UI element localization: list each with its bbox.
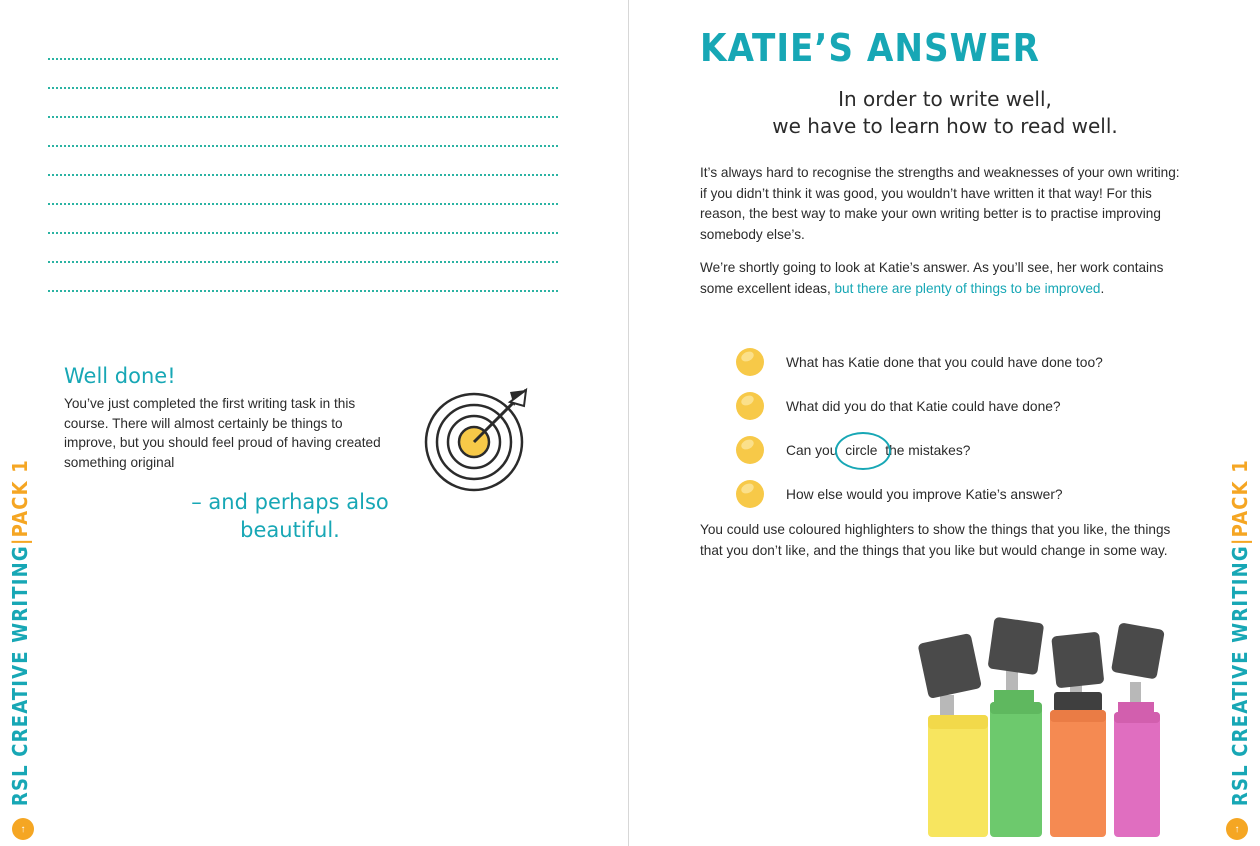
writing-line bbox=[48, 203, 558, 205]
side-tab-pack-label: PACK 1 bbox=[8, 458, 32, 538]
circled-word bbox=[841, 443, 881, 458]
question-list bbox=[736, 340, 1206, 516]
list-item bbox=[736, 472, 1206, 516]
target-icon bbox=[418, 378, 538, 503]
side-tab-main-label: RSL CREATIVE WRITING bbox=[8, 545, 32, 806]
page-title: KATIE’S ANSWER bbox=[700, 26, 1041, 70]
left-page bbox=[0, 0, 628, 846]
right-page bbox=[628, 0, 1260, 846]
paragraph-2 bbox=[700, 258, 1180, 299]
bullet-dot-icon bbox=[736, 436, 764, 464]
writing-line bbox=[48, 145, 558, 147]
question-text: How else would you improve Katie’s answer? bbox=[786, 486, 1063, 502]
writing-line bbox=[48, 261, 558, 263]
paragraph-1: It’s always hard to recognise the strengths and weaknesses of your own writing: if you didn’t think it was good, you wouldn’t have written it that way! For this reason, the best way to make your own writing better is to practise improving somebody else’s. bbox=[700, 165, 1180, 242]
writing-line bbox=[48, 58, 558, 60]
writing-line bbox=[48, 290, 558, 292]
highlighter-green bbox=[987, 617, 1044, 837]
question-text: What has Katie done that you could have done too? bbox=[786, 354, 1103, 370]
list-item bbox=[736, 384, 1206, 428]
side-tab-separator: | bbox=[8, 537, 32, 546]
writing-line bbox=[48, 232, 558, 234]
right-side-tab bbox=[1228, 459, 1252, 806]
writing-line bbox=[48, 174, 558, 176]
paragraph-3: You could use coloured highlighters to show the things that you like, the things that you don’t like, and the things that you like but would change in some way. bbox=[700, 522, 1171, 558]
paragraph-2-text-end: . bbox=[1100, 280, 1105, 296]
side-tab-pack-label: PACK 1 bbox=[1228, 458, 1252, 538]
side-tab-main-label: RSL CREATIVE WRITING bbox=[1228, 545, 1252, 806]
bullet-dot-icon bbox=[736, 392, 764, 420]
left-side-tab bbox=[8, 459, 32, 806]
well-done-block bbox=[64, 364, 394, 473]
right-page-marker: ↑ bbox=[1226, 818, 1248, 840]
question-3-prefix: Can you bbox=[786, 442, 842, 458]
highlighter-pens-illustration bbox=[898, 590, 1188, 845]
subheading-line-1: In order to write well, bbox=[838, 87, 1052, 111]
closing-line: – and perhaps also beautiful. bbox=[191, 490, 389, 543]
list-item bbox=[736, 340, 1206, 384]
question-text: What did you do that Katie could have done? bbox=[786, 398, 1061, 414]
list-item bbox=[736, 428, 1206, 472]
writing-line bbox=[48, 116, 558, 118]
writing-lines-area[interactable] bbox=[48, 58, 558, 319]
well-done-title: Well done! bbox=[64, 364, 176, 388]
highlighter-yellow bbox=[917, 633, 988, 837]
highlighter-orange bbox=[1050, 632, 1106, 837]
subheading-line-2: we have to learn how to read well. bbox=[772, 114, 1118, 138]
bullet-dot-icon bbox=[736, 480, 764, 508]
question-text bbox=[786, 443, 970, 458]
writing-line bbox=[48, 87, 558, 89]
highlighter-pink bbox=[1111, 622, 1165, 837]
bullet-dot-icon bbox=[736, 348, 764, 376]
question-3-suffix: the mistakes? bbox=[881, 442, 971, 458]
paragraph-2-text-start: We’re shortly going to look at Katie’s answer. As you’ll see, her work contains some excellent ideas, bbox=[700, 260, 1164, 296]
well-done-body: You’ve just completed the first writing task in this course. There will almost certainly be things to improve, but you should feel proud of having created something original bbox=[64, 396, 381, 471]
circled-word-text: circle bbox=[845, 442, 878, 458]
subheading bbox=[700, 86, 1190, 140]
side-tab-separator: | bbox=[1228, 537, 1252, 546]
left-page-marker: ↑ bbox=[12, 818, 34, 840]
paragraph-2-highlighted-text: but there are plenty of things to be improved bbox=[834, 280, 1101, 296]
